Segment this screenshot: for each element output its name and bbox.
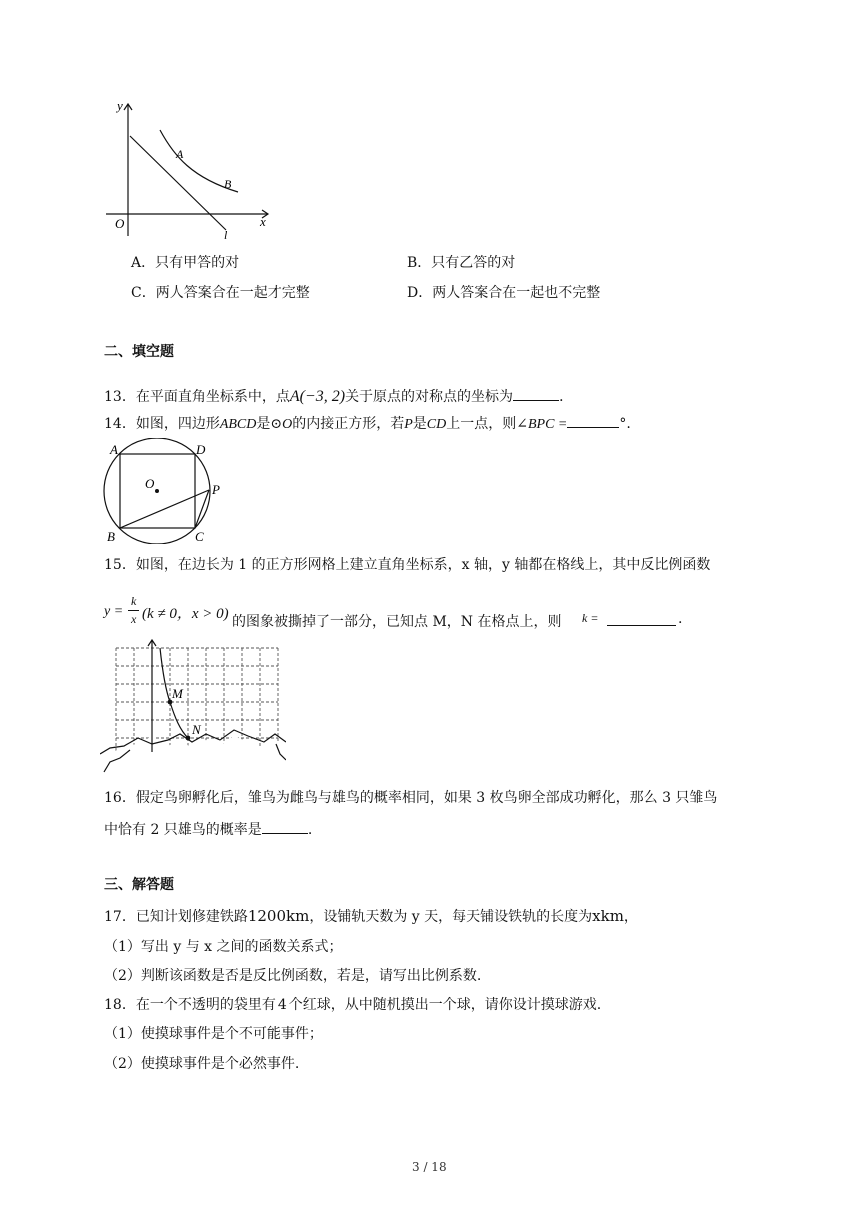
torn-edge-left [104,750,130,772]
line-l-label: l [224,228,228,242]
q14-text-1: 14．如图，四边形 [104,416,220,432]
q16-text: 中恰有 2 只雄鸟的概率是 [104,822,262,838]
question-13 [104,386,573,406]
func-y: y = [104,604,124,619]
q14-angle: ∠BPC = [516,417,568,432]
figure-inscribed-square [100,438,230,544]
q18-count: 4 [277,997,287,1013]
label-m: M [172,686,183,701]
q15-end: . [678,611,683,627]
q14-cd: CD [426,417,447,432]
q14-text-2: 是 [256,416,271,432]
question-17 [104,907,638,926]
q17-text-2: ，设铺轨天数为 y 天，每天铺设铁轨的长度为 [309,909,593,925]
question-18-part-2: （2）使摸球事件是个必然事件. [104,1056,300,1072]
q14-text-3: 的内接正方形，若 [292,416,405,432]
q13-end: ． [559,389,574,405]
center-dot [155,489,159,493]
q14-p: P [404,417,413,432]
q17-text-1: 17．已知计划修建铁路 [104,909,248,925]
x-axis-label: x [260,214,266,229]
question-15-line-1: 15．如图，在边长为 1 的正方形网格上建立直角坐标系，x 轴，y 轴都在格线上，其中反比例函数 [104,557,711,573]
option-a: A．只有甲答的对 [131,255,240,271]
q18-text-1: 18．在一个不透明的袋里有 [104,997,276,1013]
label-o: O [145,476,155,491]
question-16-line-1: 16．假定鸟卵孵化后，雏鸟为雌鸟与雄鸟的概率相同，如果 3 枚鸟卵全部成功孵化，那么 3 只雏鸟 [104,790,718,806]
q18-text-2: 个红球，从中随机摸出一个球，请你设计摸球游戏. [288,997,602,1013]
q17-distance: 1200km [247,907,310,925]
q17-rate: xkm [592,907,624,925]
section-title-fill-in: 二、填空题 [104,344,174,360]
q14-abcd: ABCD [219,417,257,432]
figure-axes-line-curve [100,96,280,246]
page-number: 3 / 18 [412,1160,447,1174]
q17-text-3: ， [623,909,638,925]
q14-text-5: 上一点，则 [446,416,517,432]
label-d: D [196,442,206,457]
figure-grid-hyperbola [100,636,286,776]
y-axis-label: y [117,98,123,113]
section-title-solutions: 三、解答题 [104,877,174,893]
label-a: A [110,442,118,457]
option-b: B．只有乙答的对 [407,255,516,271]
q16-end: . [307,822,313,838]
question-17-part-1: （1）写出 y 与 x 之间的函数关系式； [104,939,343,955]
q14-answer-blank [567,413,619,428]
torn-edge-right [276,744,286,760]
question-18 [104,997,601,1014]
segment-bp [120,490,209,528]
func-numerator: k [131,594,137,608]
question-17-part-2: （2）判断该函数是否是反比例函数，若是，请写出比例系数. [104,968,482,984]
label-p: P [212,482,220,497]
option-c: C．两人答案合在一起才完整 [131,285,310,301]
func-denominator: x [131,612,137,626]
point-a-label: A [176,147,184,161]
question-18-part-1: （1）使摸球事件是个不可能事件； [104,1026,323,1042]
q15-k: k = [582,611,599,625]
q13-point: A(−3, 2) [289,388,346,405]
q14-circle-o: ⊙O [270,417,293,432]
fraction-bar [128,610,139,611]
label-b: B [107,529,115,544]
q13-answer-blank [513,386,559,401]
point-b-label: B [224,177,232,191]
q14-end: °. [619,416,631,432]
label-n: N [192,722,201,737]
q15-answer-blank [607,611,676,626]
label-c: C [195,529,204,544]
q15-text: 的图象被撕掉了一部分，已知点 M，N 在格点上，则 [232,614,562,630]
func-condition: (k ≠ 0，x > 0) [142,606,229,622]
origin-label: O [115,216,125,231]
q16-answer-blank [262,819,308,834]
q14-text-4: 是 [412,416,427,432]
q13-suffix: 关于原点的对称点的坐标为 [345,389,514,405]
question-16-line-2 [104,819,312,839]
option-d: D．两人答案合在一起也不完整 [407,285,601,301]
question-14 [104,413,631,434]
q13-prefix: 13．在平面直角坐标系中，点 [104,389,290,405]
point-n [186,736,191,741]
